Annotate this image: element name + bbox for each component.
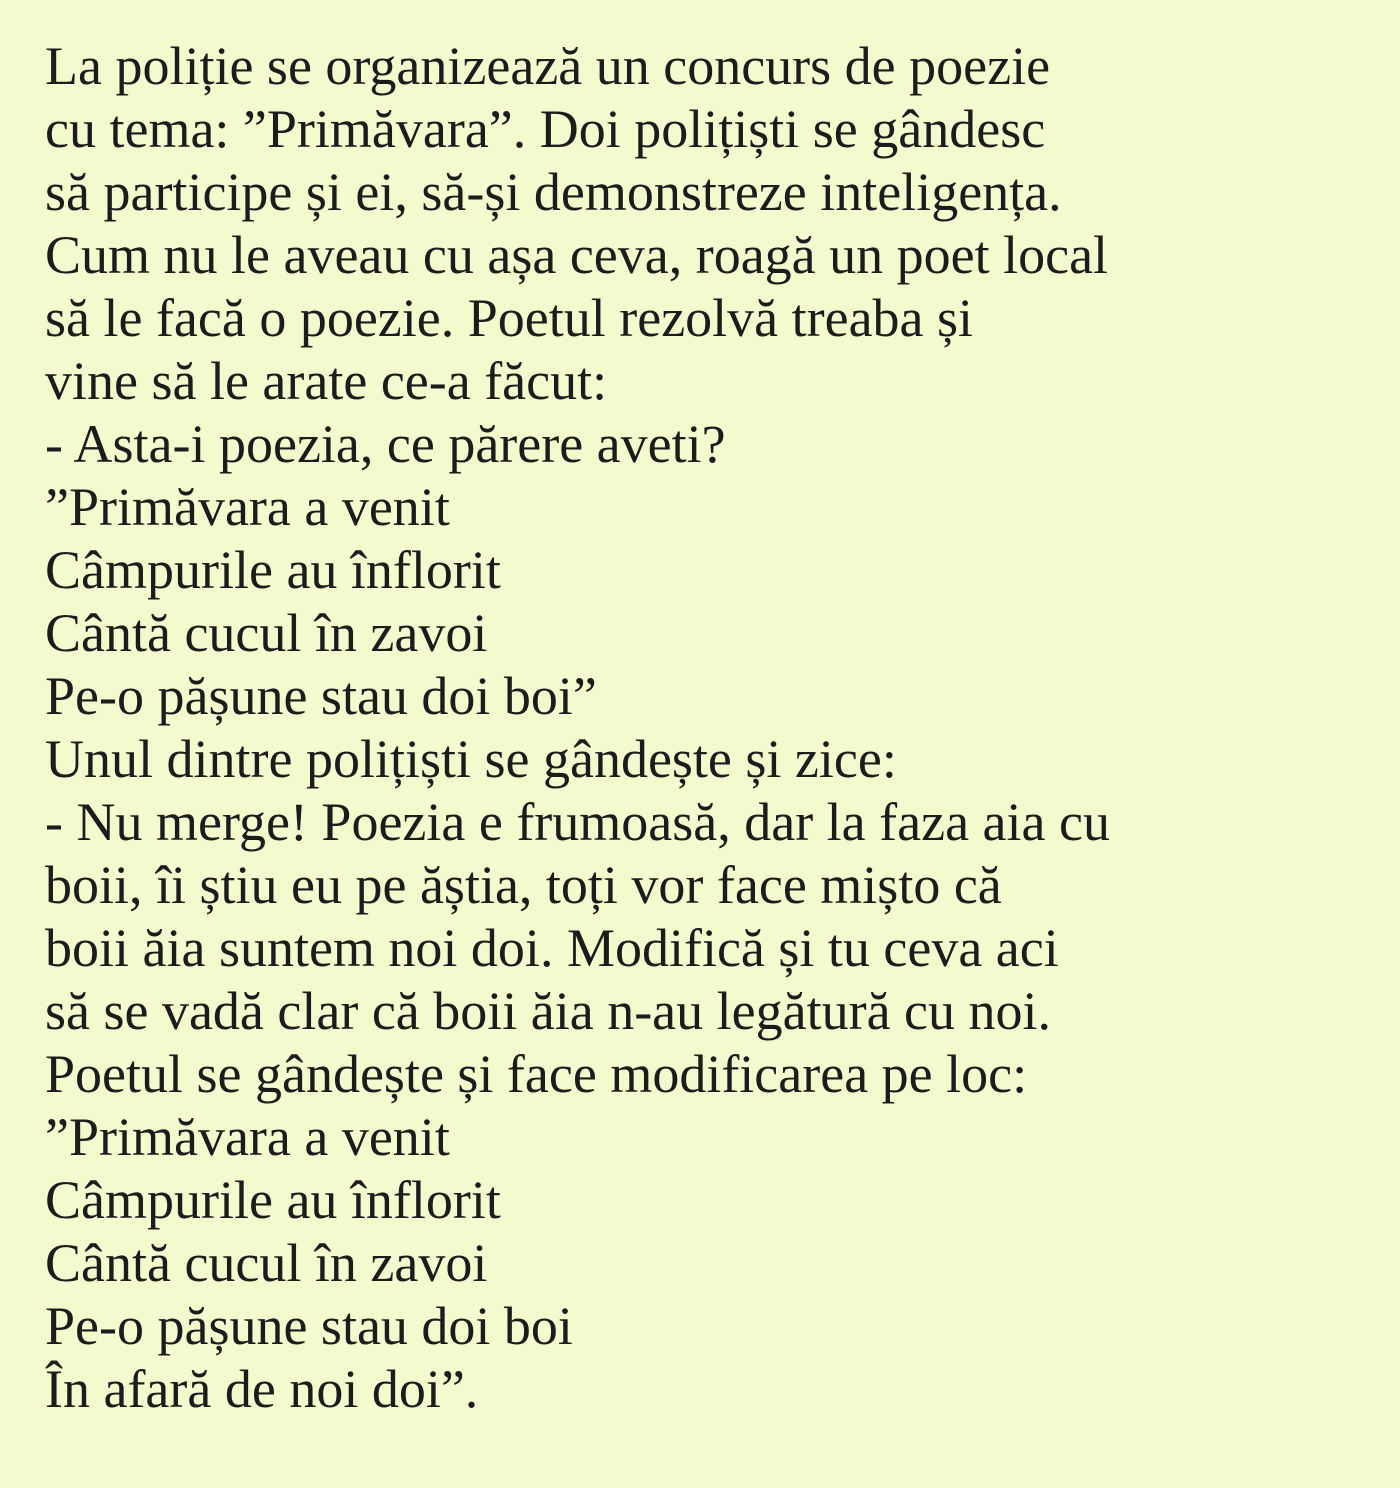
text-line-intro-5: să le facă o poezie. Poetul rezolvă treaba și bbox=[45, 288, 974, 348]
poem-first-line-2: Câmpurile au înflorit bbox=[45, 540, 501, 600]
text-line-intro-6: vine să le arate ce-a făcut: bbox=[45, 351, 608, 411]
poem-first-line-1: ”Primăvara a venit bbox=[45, 477, 450, 537]
narration-line-policeman: Unul dintre polițiști se gândește și zice: bbox=[45, 729, 897, 789]
dialogue-line-policeman-2: boii, îi știu eu pe ăștia, toți vor face mișto că bbox=[45, 855, 1002, 915]
narration-line-poet-edit: Poetul se gândește și face modificarea pe loc: bbox=[45, 1044, 1028, 1104]
dialogue-line-policeman-3: boii ăia suntem noi doi. Modifică și tu ceva aci bbox=[45, 918, 1059, 978]
dialogue-line-poet: - Asta-i poezia, ce părere aveti? bbox=[45, 414, 726, 474]
poem-final-line-2: Câmpurile au înflorit bbox=[45, 1170, 501, 1230]
text-line-intro-3: să participe și ei, să-și demonstreze inteligența. bbox=[45, 162, 1062, 222]
poem-first-line-3: Cântă cucul în zavoi bbox=[45, 603, 488, 663]
text-line-intro-1: La poliție se organizează un concurs de poezie bbox=[45, 36, 1051, 96]
poem-final-line-5: În afară de noi doi”. bbox=[45, 1359, 479, 1419]
poem-final-line-1: ”Primăvara a venit bbox=[45, 1107, 450, 1167]
poem-first-line-4: Pe-o pășune stau doi boi” bbox=[45, 666, 597, 726]
poem-final-line-3: Cântă cucul în zavoi bbox=[45, 1233, 488, 1293]
joke-text-block bbox=[45, 35, 1385, 1421]
text-line-intro-4: Cum nu le aveau cu așa ceva, roagă un poet local bbox=[45, 225, 1109, 285]
dialogue-line-policeman-4: să se vadă clar că boii ăia n-au legătură cu noi. bbox=[45, 981, 1052, 1041]
text-line-intro-2: cu tema: ”Primăvara”. Doi polițiști se gândesc bbox=[45, 99, 1046, 159]
dialogue-line-policeman-1: - Nu merge! Poezia e frumoasă, dar la faza aia cu bbox=[45, 792, 1110, 852]
poem-final-line-4: Pe-o pășune stau doi boi bbox=[45, 1296, 573, 1356]
